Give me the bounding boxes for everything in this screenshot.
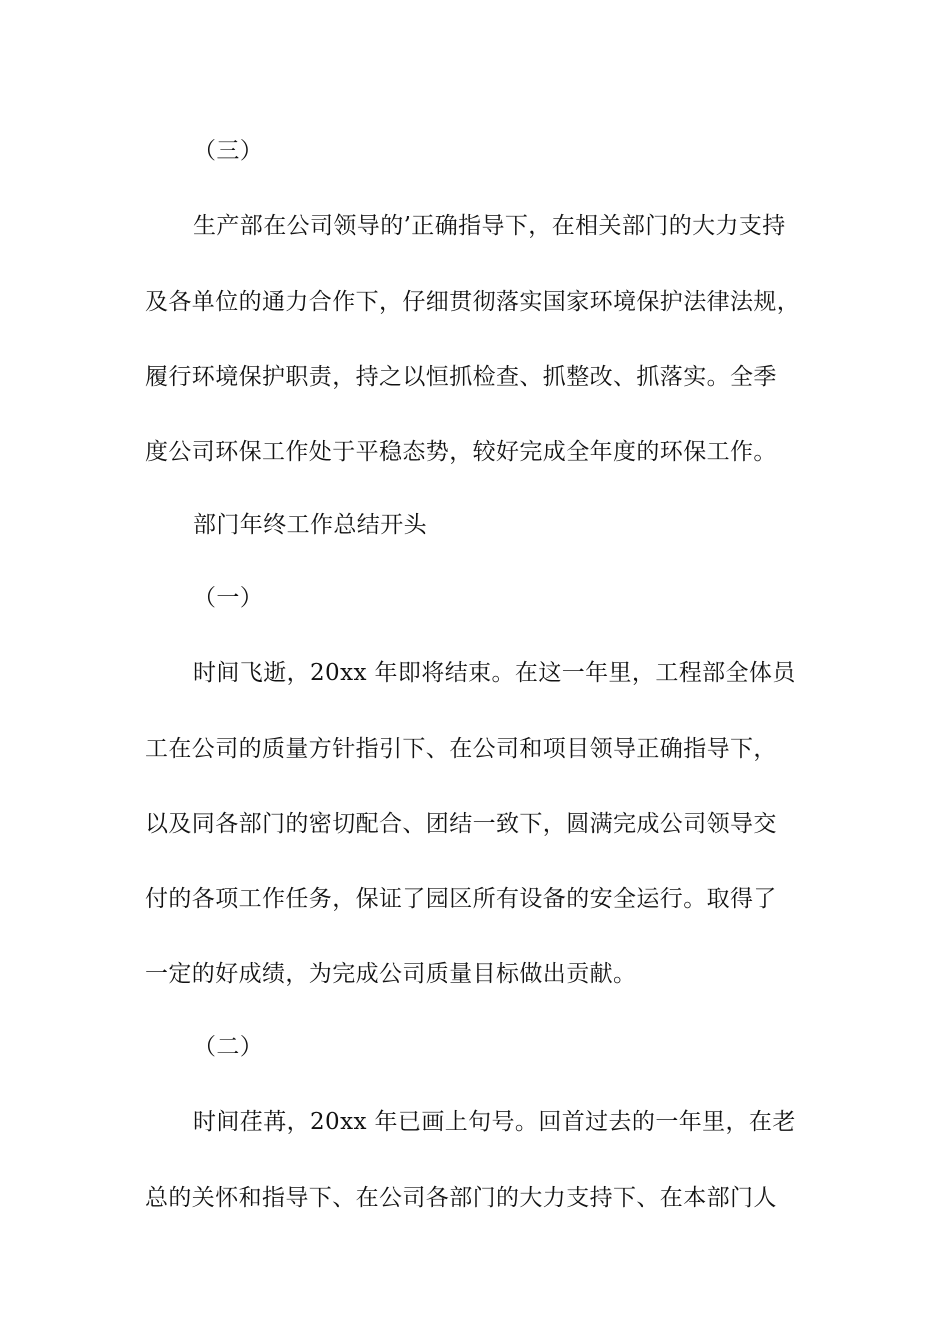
section-2-heading: （二） xyxy=(193,1034,264,1060)
paragraph-line: 一定的好成绩，为完成公司质量目标做出贡献。 xyxy=(145,961,637,987)
section-3-heading: （三） xyxy=(193,138,264,164)
paragraph-line: 度公司环保工作处于平稳态势，较好完成全年度的环保工作。 xyxy=(145,439,777,465)
paragraph-line: 时间荏苒，20xx 年已画上句号。回首过去的一年里，在老 xyxy=(193,1109,796,1135)
paragraph-line: 工在公司的质量方针指引下、在公司和项目领导正确指导下， xyxy=(145,736,777,762)
paragraph-line: 生产部在公司领导的’正确指导下，在相关部门的大力支持 xyxy=(193,213,786,239)
paragraph-line: 付的各项工作任务，保证了园区所有设备的安全运行。取得了 xyxy=(145,886,777,912)
paragraph-line: 及各单位的通力合作下，仔细贯彻落实国家环境保护法律法规， xyxy=(145,289,801,315)
paragraph-line: 履行环境保护职责，持之以恒抓检查、抓整改、抓落实。全季 xyxy=(145,364,777,390)
section-1-heading: （一） xyxy=(193,585,264,611)
subtitle: 部门年终工作总结开头 xyxy=(193,512,427,538)
paragraph-line: 以及同各部门的密切配合、团结一致下，圆满完成公司领导交 xyxy=(145,811,777,837)
paragraph-line: 时间飞逝，20xx 年即将结束。在这一年里，工程部全体员 xyxy=(193,660,796,686)
paragraph-line: 总的关怀和指导下、在公司各部门的大力支持下、在本部门人 xyxy=(145,1185,777,1211)
